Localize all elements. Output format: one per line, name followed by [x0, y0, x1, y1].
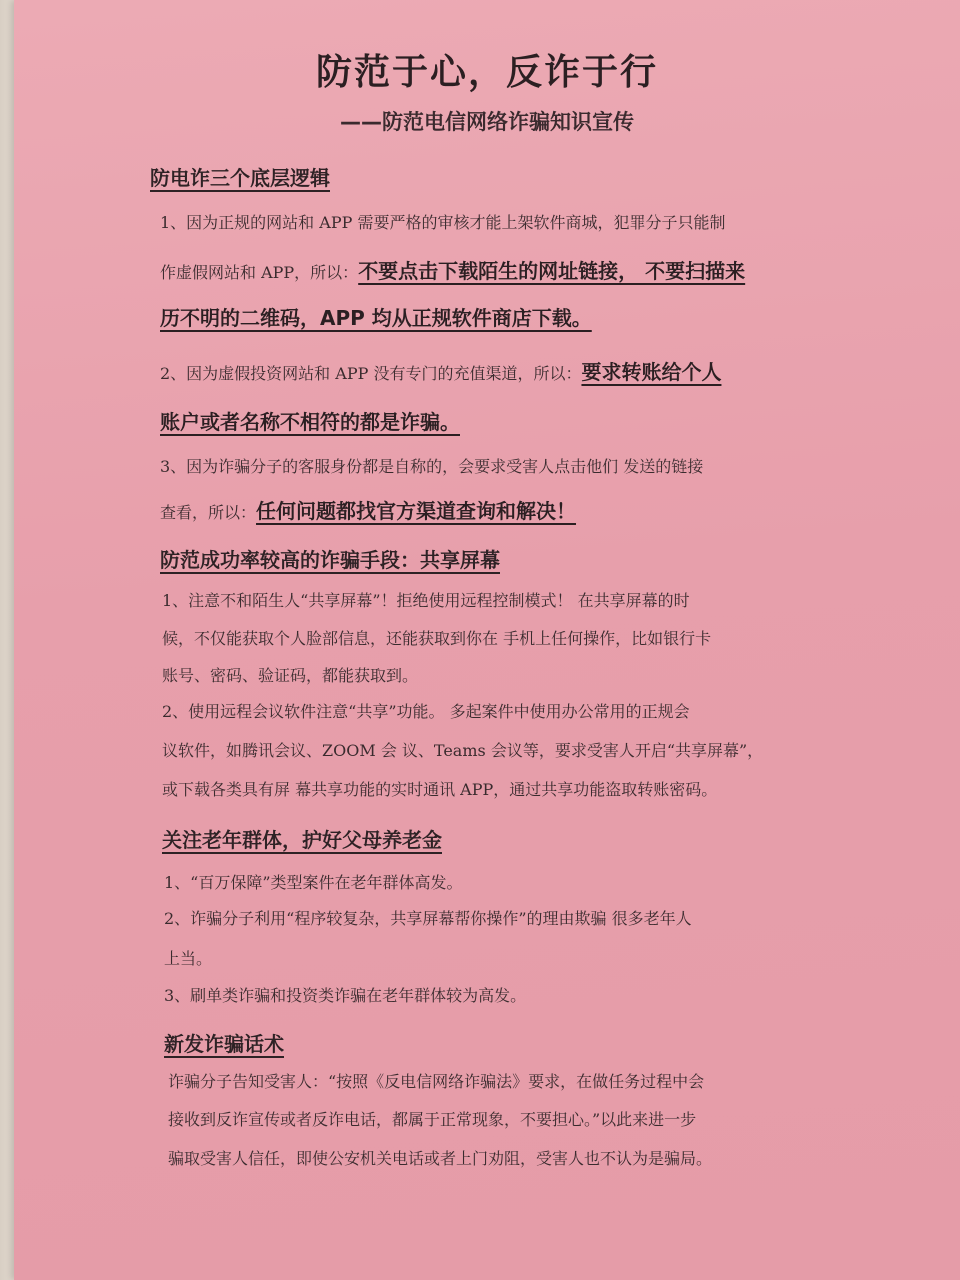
section1-item2-emphasis-cont: 账户或者名称不相符的都是诈骗。	[160, 410, 460, 434]
section1-item2-line1	[160, 356, 721, 385]
section4-heading: 新发诈骗话术	[164, 1032, 284, 1056]
section1-item3-line2	[160, 495, 576, 524]
flyer-sheet	[14, 0, 960, 1280]
section1-item3-line1: 3、因为诈骗分子的客服身份都是自称的，会要求受害人点击他们 发送的链接	[160, 457, 704, 476]
section1-item1-emphasis-cont: 历不明的二维码，APP 均从正规软件商店下载。	[160, 306, 592, 330]
section4-line: 接收到反诈宣传或者反诈电话，都属于正常现象，不要担心。”以此来进一步	[168, 1110, 697, 1129]
section3-line: 3、刷单类诈骗和投资类诈骗在老年群体较为高发。	[164, 986, 527, 1005]
section1-heading: 防电诈三个底层逻辑	[150, 166, 330, 190]
section1-item1-line3	[160, 302, 592, 331]
section1-item3-plain: 查看，所以：	[160, 503, 257, 522]
section1-item2-line2	[160, 406, 460, 435]
section2-line: 或下载各类具有屏 幕共享功能的实时通讯 APP，通过共享功能盗取转账密码。	[162, 780, 718, 799]
section3-line: 2、诈骗分子利用“程序较复杂，共享屏幕帮你操作”的理由欺骗 很多老年人	[164, 909, 692, 928]
section1-item1-line2	[160, 255, 745, 284]
section1-item3-emphasis: 任何问题都找官方渠道查询和解决！	[256, 499, 577, 523]
section2-line: 1、注意不和陌生人“共享屏幕”！拒绝使用远程控制模式！ 在共享屏幕的时	[162, 591, 690, 610]
section4-line: 诈骗分子告知受害人：“按照《反电信网络诈骗法》要求，在做任务过程中会	[168, 1072, 705, 1091]
section3-line: 1、“百万保障”类型案件在老年群体高发。	[164, 873, 463, 892]
section4-line: 骗取受害人信任，即使公安机关电话或者上门劝阻，受害人也不认为是骗局。	[168, 1149, 713, 1168]
section1-item1-plain: 作虚假网站和 APP，所以：	[160, 263, 359, 282]
flyer-subtitle: ——防范电信网络诈骗知识宣传	[340, 110, 634, 134]
section2-line: 2、使用远程会议软件注意“共享”功能。 多起案件中使用办公常用的正规会	[162, 702, 690, 721]
section1-item2-emphasis: 要求转账给个人	[581, 360, 722, 384]
section2-heading: 防范成功率较高的诈骗手段：共享屏幕	[160, 548, 500, 572]
section3-heading: 关注老年群体，护好父母养老金	[162, 828, 442, 852]
section1-item2-plain: 2、因为虚假投资网站和 APP 没有专门的充值渠道，所以：	[160, 364, 582, 383]
section1-item1-emphasis: 不要点击下载陌生的网址链接， 不要扫描来	[358, 259, 746, 283]
section1-item1-line1: 1、因为正规的网站和 APP 需要严格的审核才能上架软件商城，犯罪分子只能制	[160, 213, 726, 232]
section2-line: 议软件，如腾讯会议、ZOOM 会 议、Teams 会议等，要求受害人开启“共享屏幕”，	[162, 741, 764, 760]
section2-line: 账号、密码、验证码，都能获取到。	[162, 666, 419, 685]
section2-line: 候，不仅能获取个人脸部信息，还能获取到你在 手机上任何操作，比如银行卡	[162, 629, 712, 648]
section3-line: 上当。	[164, 949, 213, 968]
flyer-title: 防范于心，反诈于行	[315, 52, 658, 93]
